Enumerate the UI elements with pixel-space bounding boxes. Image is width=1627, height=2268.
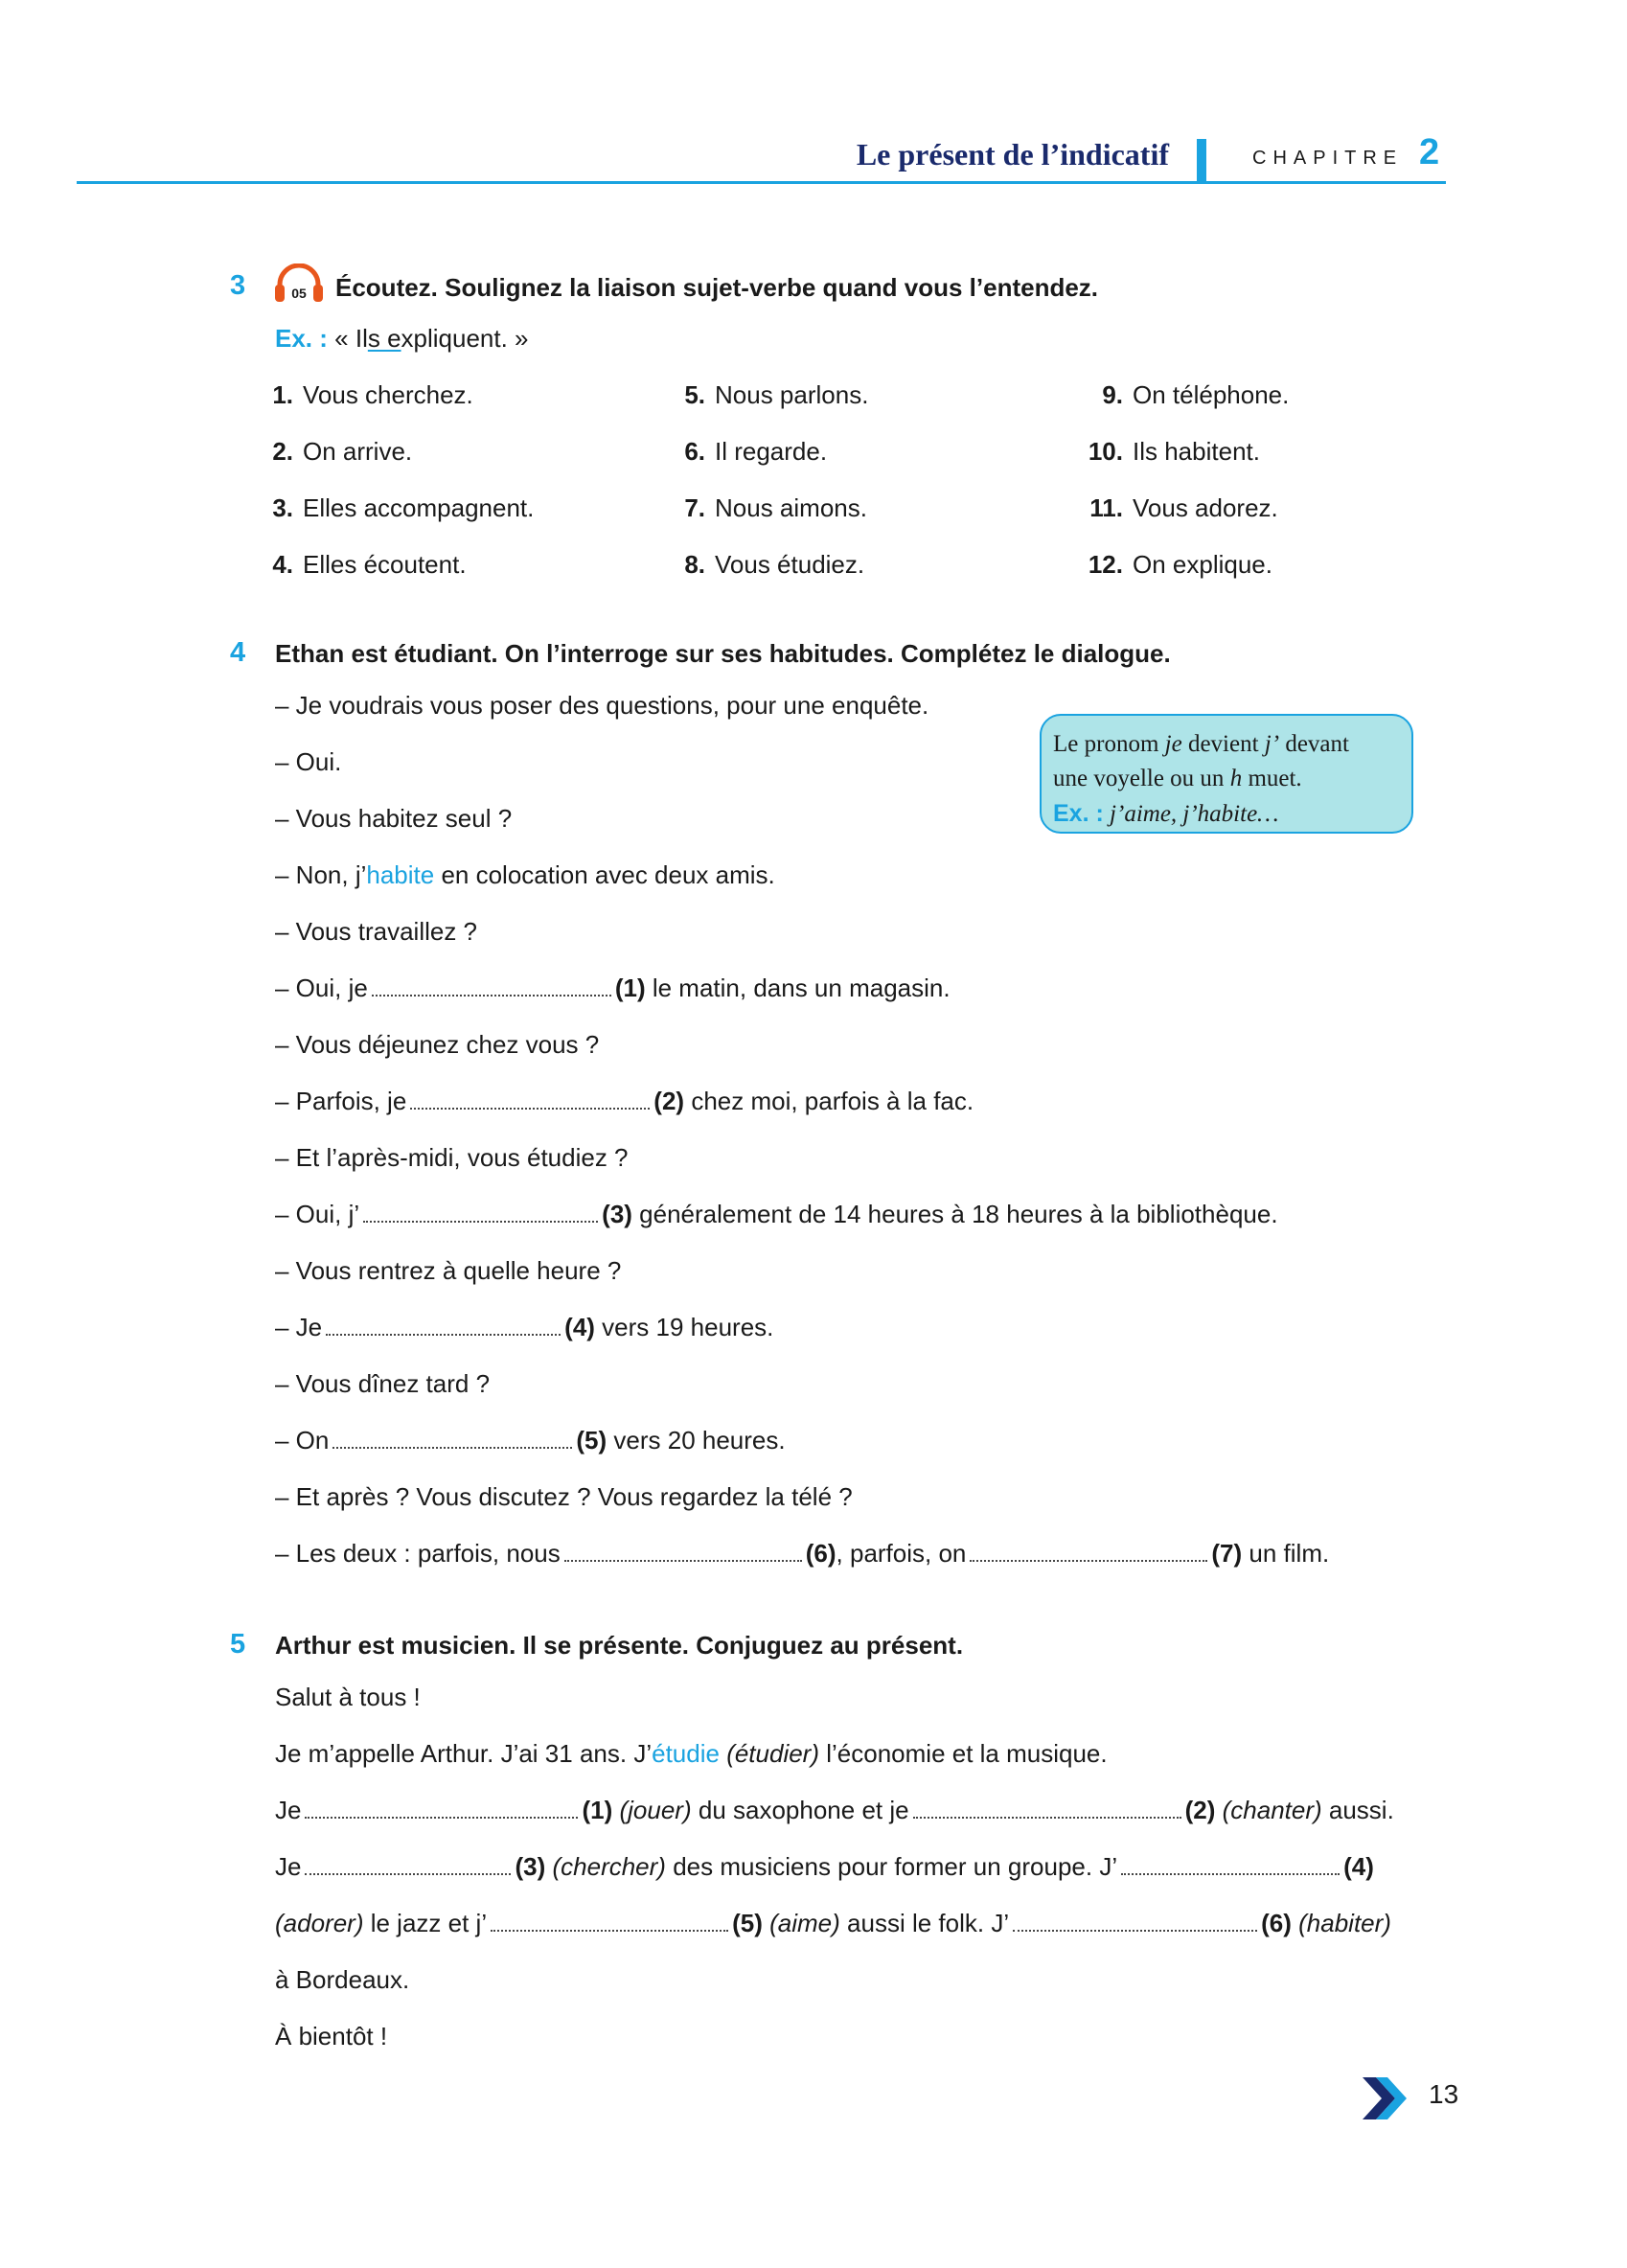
- list-item: 1. Vous cherchez.: [272, 380, 473, 409]
- list-item: 2. On arrive.: [272, 437, 413, 466]
- dialogue-line: – Vous déjeunez chez vous ?: [275, 1030, 600, 1059]
- answer-blank-5[interactable]: [332, 1444, 572, 1449]
- answer-blank-2[interactable]: [410, 1105, 650, 1110]
- dialogue-line: – Je (4) vers 19 heures.: [275, 1313, 774, 1341]
- answer-blank-5[interactable]: [491, 1927, 728, 1932]
- list-item: 3. Elles accompagnent.: [272, 493, 535, 522]
- example-answer: habite: [366, 860, 435, 889]
- example-liaison-underline: s e: [367, 324, 401, 353]
- text-line: Je m’appelle Arthur. J’ai 31 ans. J’étudie (étudier) l’économie et la musique.: [275, 1739, 1108, 1768]
- exercise-3-instruction: Écoutez. Soulignez la liaison sujet-verbe quand vous l’entendez.: [335, 273, 1099, 302]
- dialogue-line: – Je voudrais vous poser des questions, pour une enquête.: [275, 691, 929, 720]
- tip-example: Ex. : j’aime, j’habite…: [1053, 800, 1279, 827]
- chapter-label: CHAPITRE: [1252, 148, 1404, 169]
- dialogue-line: – Vous rentrez à quelle heure ?: [275, 1256, 622, 1285]
- dialogue-line: – Parfois, je (2) chez moi, parfois à la fac.: [275, 1087, 974, 1115]
- text-line: à Bordeaux.: [275, 1965, 410, 1994]
- exercise-3-example: [275, 324, 529, 354]
- grammar-tip-box: [1040, 714, 1413, 834]
- dialogue-line: – Non, j’habite en colocation avec deux amis.: [275, 860, 775, 889]
- exercise-4-instruction: Ethan est étudiant. On l’interroge sur ses habitudes. Complétez le dialogue.: [275, 639, 1171, 668]
- example-text-end: xpliquent. »: [401, 324, 529, 353]
- dialogue-line: – Oui.: [275, 747, 342, 776]
- answer-blank-2[interactable]: [913, 1814, 1181, 1819]
- text-line: Je (1) (jouer) du saxophone et je (2) (chanter) aussi.: [275, 1796, 1394, 1824]
- answer-blank-6[interactable]: [564, 1557, 802, 1562]
- dialogue-line: – Oui, j’ (3) généralement de 14 heures à 18 heures à la bibliothèque.: [275, 1200, 1278, 1228]
- exercise-5-instruction: Arthur est musicien. Il se présente. Conjuguez au présent.: [275, 1631, 964, 1660]
- answer-blank-4[interactable]: [326, 1331, 561, 1336]
- answer-blank-3[interactable]: [363, 1218, 598, 1223]
- answer-blank-7[interactable]: [970, 1557, 1207, 1562]
- example-answer: étudie: [652, 1739, 720, 1768]
- page-number: 13: [1429, 2079, 1459, 2109]
- text-line: Je (3) (chercher) des musiciens pour former un groupe. J’ (4): [275, 1852, 1374, 1881]
- list-item: 11. Vous adorez.: [1089, 493, 1278, 522]
- dialogue-line: – On (5) vers 20 heures.: [275, 1426, 786, 1455]
- example-text-start: « Il: [334, 324, 368, 353]
- tip-line-1: Le pronom je devient j’ devant: [1053, 731, 1349, 757]
- header-rule: [77, 181, 1446, 184]
- dialogue-line: – Les deux : parfois, nous (6), parfois, on (7) un film.: [275, 1539, 1330, 1568]
- dialogue-line: – Et après ? Vous discutez ? Vous regardez la télé ?: [275, 1482, 853, 1511]
- header-accent-bar: [1197, 139, 1206, 183]
- answer-blank-3[interactable]: [305, 1870, 511, 1875]
- list-item: 8. Vous étudiez.: [684, 550, 865, 579]
- list-item: 7. Nous aimons.: [684, 493, 867, 522]
- text-line: À bientôt !: [275, 2022, 388, 2050]
- answer-blank-1[interactable]: [372, 992, 611, 997]
- text-line: Salut à tous !: [275, 1683, 421, 1711]
- headphones-audio-icon[interactable]: [272, 263, 326, 306]
- list-item: 9. On téléphone.: [1102, 380, 1290, 409]
- example-label: Ex. :: [275, 324, 328, 353]
- answer-blank-1[interactable]: [305, 1814, 578, 1819]
- dialogue-line: – Vous travaillez ?: [275, 917, 478, 946]
- list-item: 4. Elles écoutent.: [272, 550, 467, 579]
- tip-line-2: une voyelle ou un h muet.: [1053, 766, 1302, 791]
- audio-track-number: 05: [291, 286, 307, 301]
- chapter-title: Le présent de l’indicatif: [856, 137, 1169, 172]
- list-item: 5. Nous parlons.: [684, 380, 869, 409]
- exercise-3-number: 3: [230, 270, 246, 301]
- dialogue-line: – Et l’après-midi, vous étudiez ?: [275, 1143, 629, 1172]
- exercise-4-number: 4: [230, 637, 246, 668]
- dialogue-line: – Oui, je (1) le matin, dans un magasin.: [275, 974, 951, 1002]
- list-item: 6. Il regarde.: [684, 437, 828, 466]
- text-line: (adorer) le jazz et j’ (5) (aime) aussi le folk. J’ (6) (habiter): [275, 1909, 1391, 1937]
- list-item: 12. On explique.: [1088, 550, 1272, 579]
- chapter-number: 2: [1419, 132, 1440, 172]
- answer-blank-4[interactable]: [1121, 1870, 1340, 1875]
- list-item: 10. Ils habitent.: [1088, 437, 1260, 466]
- dialogue-line: – Vous habitez seul ?: [275, 804, 513, 833]
- exercise-5-number: 5: [230, 1629, 246, 1660]
- answer-blank-6[interactable]: [1013, 1927, 1257, 1932]
- next-page-chevron-icon[interactable]: [1359, 2075, 1407, 2121]
- dialogue-line: – Vous dînez tard ?: [275, 1369, 491, 1398]
